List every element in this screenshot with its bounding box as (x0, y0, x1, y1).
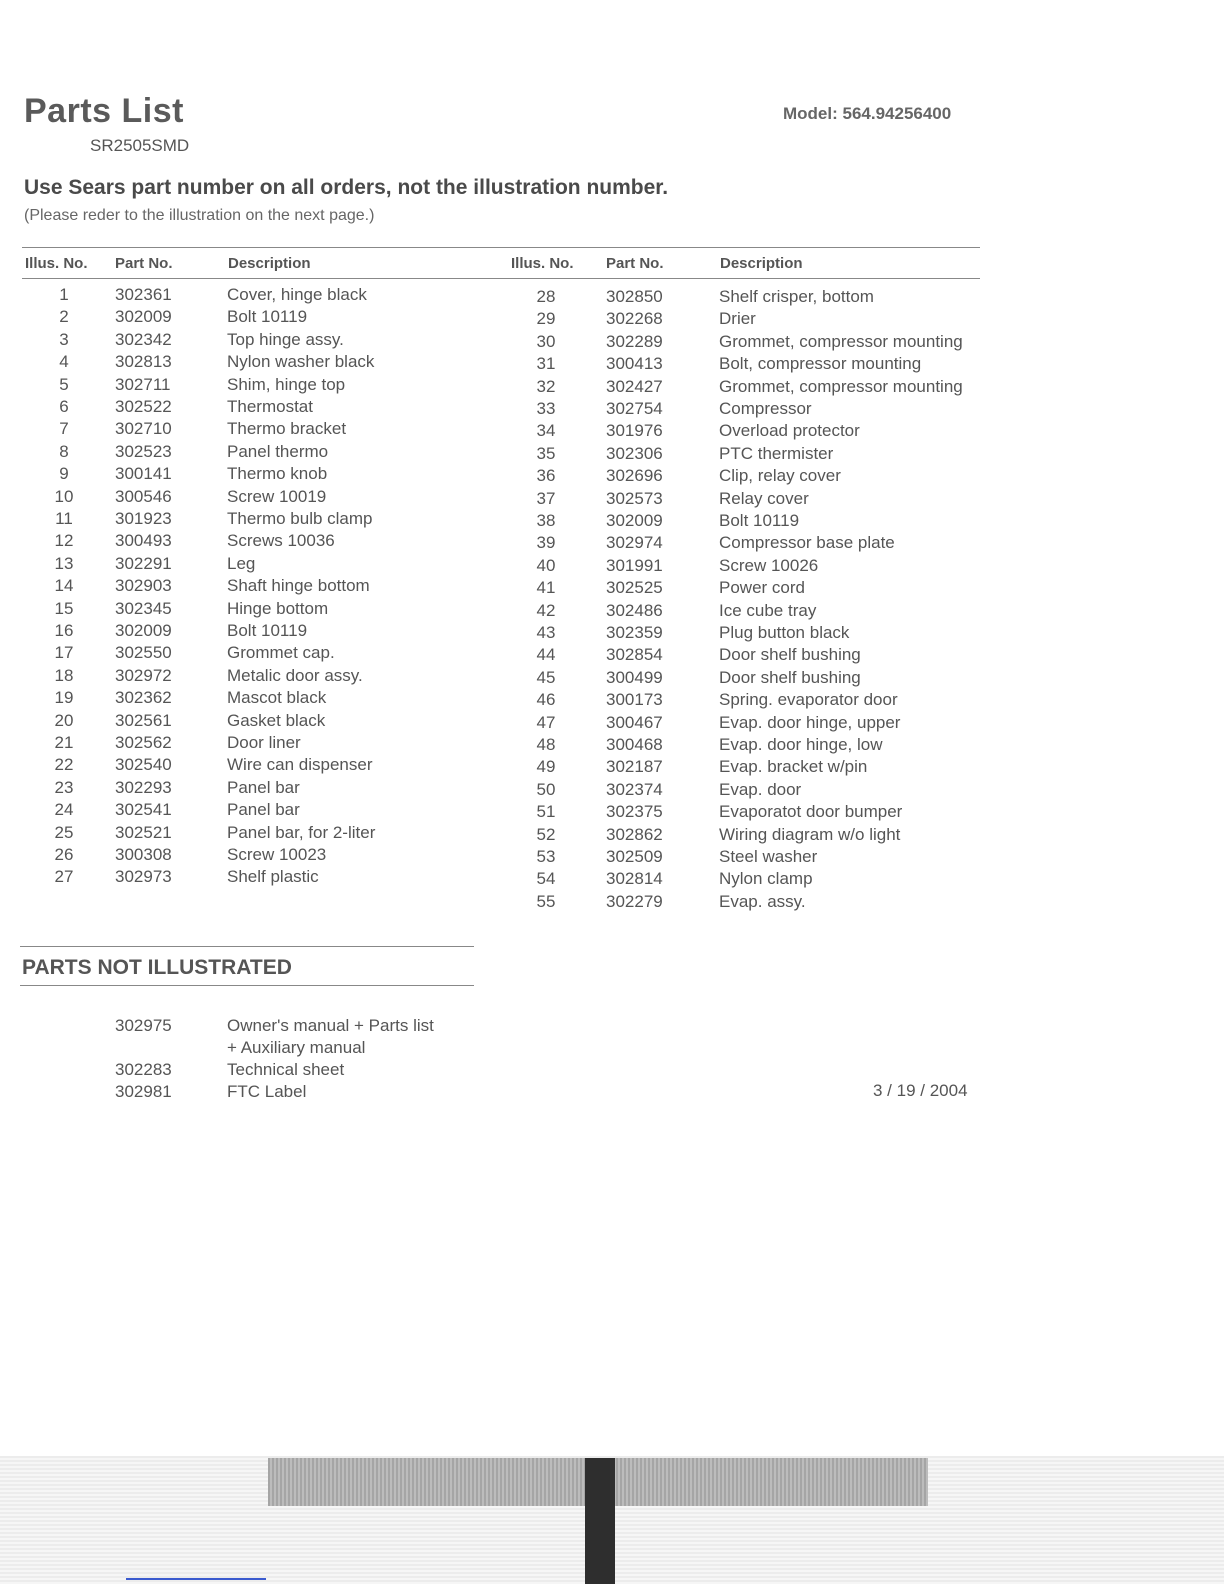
description: Screws 10036 (227, 531, 335, 551)
illus-number: 33 (536, 399, 556, 418)
illus-number: 23 (54, 777, 74, 797)
part-number: 302374 (606, 779, 663, 799)
description: Power cord (719, 578, 805, 598)
description: Evap. door (719, 779, 802, 799)
description: Thermo knob (227, 464, 328, 484)
description: Thermostat (227, 397, 313, 416)
description: Ice cube tray (719, 600, 817, 620)
description: Mascot black (227, 688, 327, 708)
part-number: 302345 (115, 598, 172, 618)
illus-number: 14 (54, 576, 74, 596)
description: Screw 10023 (227, 845, 327, 864)
description: Panel bar (227, 800, 300, 820)
part-number: 302696 (606, 466, 663, 486)
part-number: 302525 (606, 578, 663, 598)
illus-number: 30 (536, 331, 556, 351)
illus-number: 47 (536, 712, 556, 732)
illus-number: 42 (536, 600, 556, 620)
description: Metalic door assy. (227, 665, 363, 685)
description: Plug button black (719, 623, 850, 642)
table-header-rule (22, 278, 980, 279)
illus-number: 41 (536, 578, 556, 598)
description-continued: + Auxiliary manual (227, 1038, 366, 1057)
description: Screw 10019 (227, 486, 327, 506)
table-row (0, 622, 1000, 644)
col-header-part-left: Part No. (115, 255, 173, 272)
illus-number: 45 (536, 667, 556, 687)
order-instruction: Use Sears part number on all orders, not the illustration number. (24, 176, 669, 199)
col-header-part-right: Part No. (606, 255, 664, 272)
description: Steel washer (719, 847, 818, 866)
part-number: 302509 (606, 847, 663, 866)
illus-number: 38 (536, 511, 556, 530)
part-number: 302754 (606, 399, 663, 418)
illus-number: 12 (54, 531, 74, 551)
description: Drier (719, 309, 756, 329)
description: Wire can dispenser (227, 755, 373, 775)
illus-number: 9 (59, 464, 69, 484)
table-row (0, 308, 1000, 330)
illus-number: 15 (54, 598, 74, 618)
description: Wiring diagram w/o light (719, 824, 901, 844)
part-number: 302268 (606, 309, 663, 329)
illus-number: 51 (536, 802, 556, 822)
part-number: 302541 (115, 800, 172, 820)
description: Shelf crisper, bottom (719, 287, 874, 306)
part-number: 302814 (606, 869, 663, 889)
part-number: 302362 (115, 688, 172, 708)
part-number: 301976 (606, 421, 663, 441)
illus-number: 8 (59, 441, 69, 461)
illus-number: 43 (536, 623, 556, 642)
illus-number: 44 (536, 645, 556, 665)
part-number: 302291 (115, 553, 172, 573)
part-number: 302975 (115, 1016, 172, 1035)
part-number: 302550 (115, 643, 172, 663)
illus-number: 28 (536, 287, 556, 306)
illus-number: 40 (536, 555, 556, 575)
description: Panel bar (227, 777, 300, 797)
part-number: 302375 (606, 802, 663, 822)
description: Gasket black (227, 710, 326, 730)
illus-number: 11 (55, 509, 73, 528)
table-row (0, 376, 1000, 398)
scan-artifact-post (585, 1458, 615, 1584)
description: Clip, relay cover (719, 466, 841, 486)
table-row (0, 331, 1000, 353)
not-illustrated-desc (227, 1059, 344, 1081)
part-number: 302862 (606, 824, 663, 844)
illus-number: 18 (54, 665, 74, 685)
description: Leg (227, 553, 256, 573)
not-illustrated-desc (227, 1081, 306, 1103)
description: Bolt 10119 (227, 621, 308, 640)
part-number: 300413 (606, 354, 663, 374)
part-number: 302561 (115, 710, 172, 730)
illus-number: 1 (59, 285, 69, 304)
part-number: 302359 (606, 623, 663, 642)
table-row (0, 868, 1000, 890)
illus-number: 54 (536, 869, 556, 889)
table-row (0, 465, 1000, 487)
part-number: 302427 (606, 376, 663, 396)
description: Shaft hinge bottom (227, 576, 370, 596)
description: Screw 10026 (719, 555, 819, 575)
description: Panel bar, for 2-liter (227, 822, 376, 842)
part-number: 302981 (115, 1082, 172, 1101)
description: Grommet, compressor mounting (719, 331, 963, 351)
part-number: 302293 (115, 777, 172, 797)
part-number: 300499 (606, 667, 663, 687)
illus-number: 55 (536, 891, 556, 911)
part-number: 302522 (115, 397, 172, 416)
description: Evap. door hinge, upper (719, 712, 901, 732)
table-row (0, 443, 1000, 465)
description: Grommet, compressor mounting (719, 376, 963, 396)
illus-number: 3 (59, 329, 69, 349)
part-number: 302486 (606, 600, 663, 620)
part-number: 300141 (115, 464, 172, 484)
description: Compressor base plate (719, 533, 895, 553)
table-row (0, 891, 1000, 913)
illus-number: 34 (536, 421, 556, 441)
table-row (0, 555, 1000, 577)
model-code: SR2505SMD (90, 136, 190, 155)
illus-number: 7 (59, 419, 69, 439)
description: Cover, hinge black (227, 285, 367, 304)
page-title: Parts List (24, 92, 184, 130)
illus-number: 26 (54, 845, 74, 864)
description: Thermo bracket (227, 419, 347, 439)
col-header-illus-left: Illus. No. (25, 255, 88, 272)
description: Spring. evaporator door (719, 690, 898, 710)
table-row (0, 353, 1000, 375)
model-number: Model: 564.94256400 (783, 104, 952, 123)
part-number: 302009 (606, 511, 663, 530)
part-number: 302972 (115, 665, 172, 685)
description: Shim, hinge top (227, 374, 346, 394)
description: Shelf plastic (227, 867, 319, 887)
part-number: 302710 (115, 419, 172, 439)
illus-number: 6 (59, 397, 69, 416)
illus-number: 17 (54, 643, 74, 663)
illustration-note: (Please reder to the illustration on the next page.) (24, 207, 375, 224)
table-row (0, 689, 1000, 711)
not-illustrated-row (115, 1059, 172, 1081)
section-bottom-rule (20, 985, 474, 986)
description: Nylon clamp (719, 869, 813, 889)
part-number: 302903 (115, 576, 172, 596)
table-row (0, 532, 1000, 554)
illus-number: 35 (536, 443, 556, 463)
col-header-desc-left: Description (228, 255, 311, 272)
illus-number: 20 (54, 710, 74, 730)
part-number: 302813 (115, 352, 172, 372)
table-row (0, 667, 1000, 689)
part-number: 302854 (606, 645, 663, 665)
part-number: 300308 (115, 845, 172, 864)
description: PTC thermister (719, 443, 834, 463)
part-number: 302562 (115, 733, 172, 752)
part-number: 302573 (606, 488, 663, 508)
table-row (0, 824, 1000, 846)
table-row (0, 510, 1000, 532)
illus-number: 37 (536, 488, 556, 508)
table-row (0, 779, 1000, 801)
part-number: 302523 (115, 441, 172, 461)
part-number: 300546 (115, 486, 172, 506)
part-number: 301923 (115, 509, 172, 528)
description: Door shelf bushing (719, 645, 861, 665)
col-header-illus-right: Illus. No. (511, 255, 574, 272)
illus-number: 53 (536, 847, 556, 866)
description: Relay cover (719, 488, 809, 508)
illus-number: 2 (59, 307, 69, 327)
illus-number: 4 (59, 352, 69, 372)
illus-number: 25 (54, 822, 74, 842)
illus-number: 5 (59, 374, 69, 394)
description: FTC Label (227, 1082, 307, 1101)
part-number: 302283 (115, 1060, 172, 1079)
part-number: 300468 (606, 735, 663, 754)
part-number: 302279 (606, 891, 663, 911)
table-row (0, 801, 1000, 823)
description: Overload protector (719, 421, 860, 441)
not-illustrated-row (115, 1015, 172, 1037)
section-title-not-illustrated: PARTS NOT ILLUSTRATED (22, 956, 292, 979)
part-number: 302974 (606, 533, 663, 553)
illus-number: 27 (54, 867, 74, 887)
illus-number: 39 (536, 533, 556, 553)
description: Evap. assy. (719, 891, 806, 911)
illus-number: 32 (536, 376, 556, 396)
section-top-rule (20, 946, 474, 947)
description: Evap. door hinge, low (719, 735, 883, 754)
part-number: 302009 (115, 307, 172, 327)
part-number: 302521 (115, 822, 172, 842)
description: Grommet cap. (227, 643, 335, 663)
illus-number: 24 (54, 800, 74, 820)
part-number: 300173 (606, 690, 663, 710)
description: Hinge bottom (227, 598, 329, 618)
part-number: 302289 (606, 331, 663, 351)
description: Evap. bracket w/pin (719, 757, 868, 777)
illus-number: 10 (54, 486, 74, 506)
scan-artifact-line (126, 1578, 266, 1580)
table-row (0, 577, 1000, 599)
table-row (0, 846, 1000, 868)
table-row (0, 734, 1000, 756)
col-header-desc-right: Description (720, 255, 803, 272)
part-number: 302711 (115, 374, 171, 394)
illus-number: 16 (54, 621, 74, 640)
illus-number: 48 (536, 735, 556, 754)
table-row (0, 398, 1000, 420)
description: Bolt 10119 (227, 307, 308, 327)
description: Evaporatot door bumper (719, 802, 903, 822)
part-number: 302009 (115, 621, 172, 640)
table-row (0, 488, 1000, 510)
table-row (0, 644, 1000, 666)
part-number: 300467 (606, 712, 663, 732)
table-row (0, 286, 1000, 308)
table-top-rule (22, 247, 980, 248)
part-number: 302342 (115, 329, 172, 349)
illus-number: 49 (536, 757, 556, 777)
description: Thermo bulb clamp (227, 509, 373, 528)
not-illustrated-row (115, 1081, 172, 1103)
illus-number: 21 (54, 733, 74, 752)
description: Top hinge assy. (227, 329, 344, 349)
description: Nylon washer black (227, 352, 375, 372)
description: Bolt 10119 (719, 511, 800, 530)
part-number: 301991 (606, 555, 663, 575)
table-row (0, 712, 1000, 734)
revision-date: 3 / 19 / 2004 (873, 1081, 968, 1100)
description: Door liner (227, 733, 301, 752)
illus-number: 50 (536, 779, 556, 799)
part-number: 302540 (115, 755, 172, 775)
illus-number: 46 (536, 690, 556, 710)
not-illustrated-desc (227, 1015, 434, 1059)
part-number: 302973 (115, 867, 172, 887)
description: Owner's manual + Parts list (227, 1016, 434, 1035)
illus-number: 36 (536, 466, 556, 486)
part-number: 302361 (115, 285, 172, 304)
part-number: 302306 (606, 443, 663, 463)
part-number: 302850 (606, 287, 663, 306)
illus-number: 22 (54, 755, 74, 775)
illus-number: 13 (54, 553, 74, 573)
description: Panel thermo (227, 441, 329, 461)
illus-number: 52 (536, 824, 556, 844)
illus-number: 19 (54, 688, 74, 708)
part-number: 300493 (115, 531, 172, 551)
illus-number: 31 (536, 354, 556, 374)
description: Bolt, compressor mounting (719, 354, 922, 374)
table-row (0, 420, 1000, 442)
description: Technical sheet (227, 1060, 345, 1079)
description: Door shelf bushing (719, 667, 861, 687)
table-row (0, 756, 1000, 778)
table-row (0, 600, 1000, 622)
part-number: 302187 (606, 757, 663, 777)
description: Compressor (719, 399, 812, 418)
illus-number: 29 (536, 309, 556, 329)
